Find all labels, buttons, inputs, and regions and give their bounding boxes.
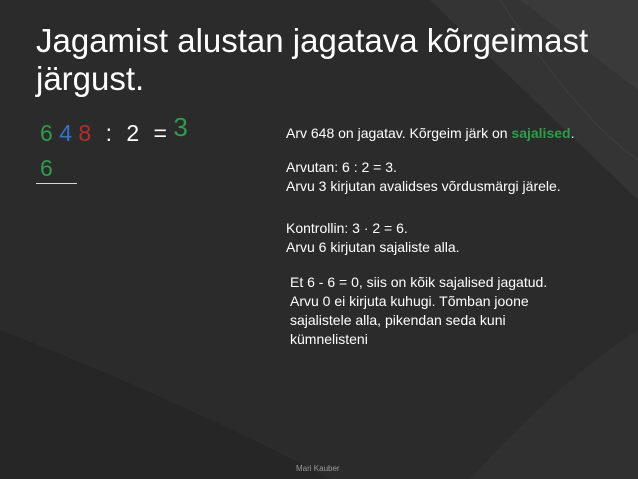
note-dividend-end: .	[570, 125, 575, 141]
note-remainder-line2: Arvu 0 ei kirjuta kuhugi. Tõmban joone sajalistele alla, pikendan seda kuni kümnelisteni	[290, 293, 529, 347]
note-calculation-line2: Arvu 3 kirjutan avalidses võrdusmärgi järele.	[286, 178, 561, 194]
dividend-hundreds-digit: 6	[40, 120, 53, 146]
note-highlight-hundreds: sajalised	[511, 125, 571, 141]
slide-title: Jagamist alustan jagatava kõrgeimast järgust.	[36, 22, 589, 97]
dividend-ones-digit: 8	[78, 120, 92, 146]
note-check	[286, 219, 586, 257]
note-remainder	[290, 273, 560, 349]
note-dividend-text: Arv 648 on jagatav. Kõrgeim järk on	[286, 125, 512, 141]
dividend-tens-digit: 4	[59, 120, 72, 146]
note-check-line2: Arvu 6 kirjutan sajaliste alla.	[286, 239, 460, 255]
subtraction-value: 6	[40, 155, 53, 181]
equals-sign: =	[153, 120, 167, 146]
note-calculation	[286, 158, 564, 196]
note-calculation-line1: Arvutan: 6 : 2 = 3.	[286, 159, 397, 175]
author-footer: Mari Kauber	[296, 464, 340, 473]
division-problem	[40, 112, 188, 147]
note-dividend	[286, 124, 626, 143]
divisor: 2	[126, 120, 140, 146]
note-check-line1: Kontrollin: 3 · 2 = 6.	[286, 220, 408, 236]
quotient-digit: 3	[173, 112, 188, 142]
note-remainder-line1: Et 6 - 6 = 0, siis on kõik sajalised jagatud.	[290, 274, 548, 290]
subtraction-underline	[36, 183, 77, 184]
division-sign: :	[105, 120, 112, 146]
